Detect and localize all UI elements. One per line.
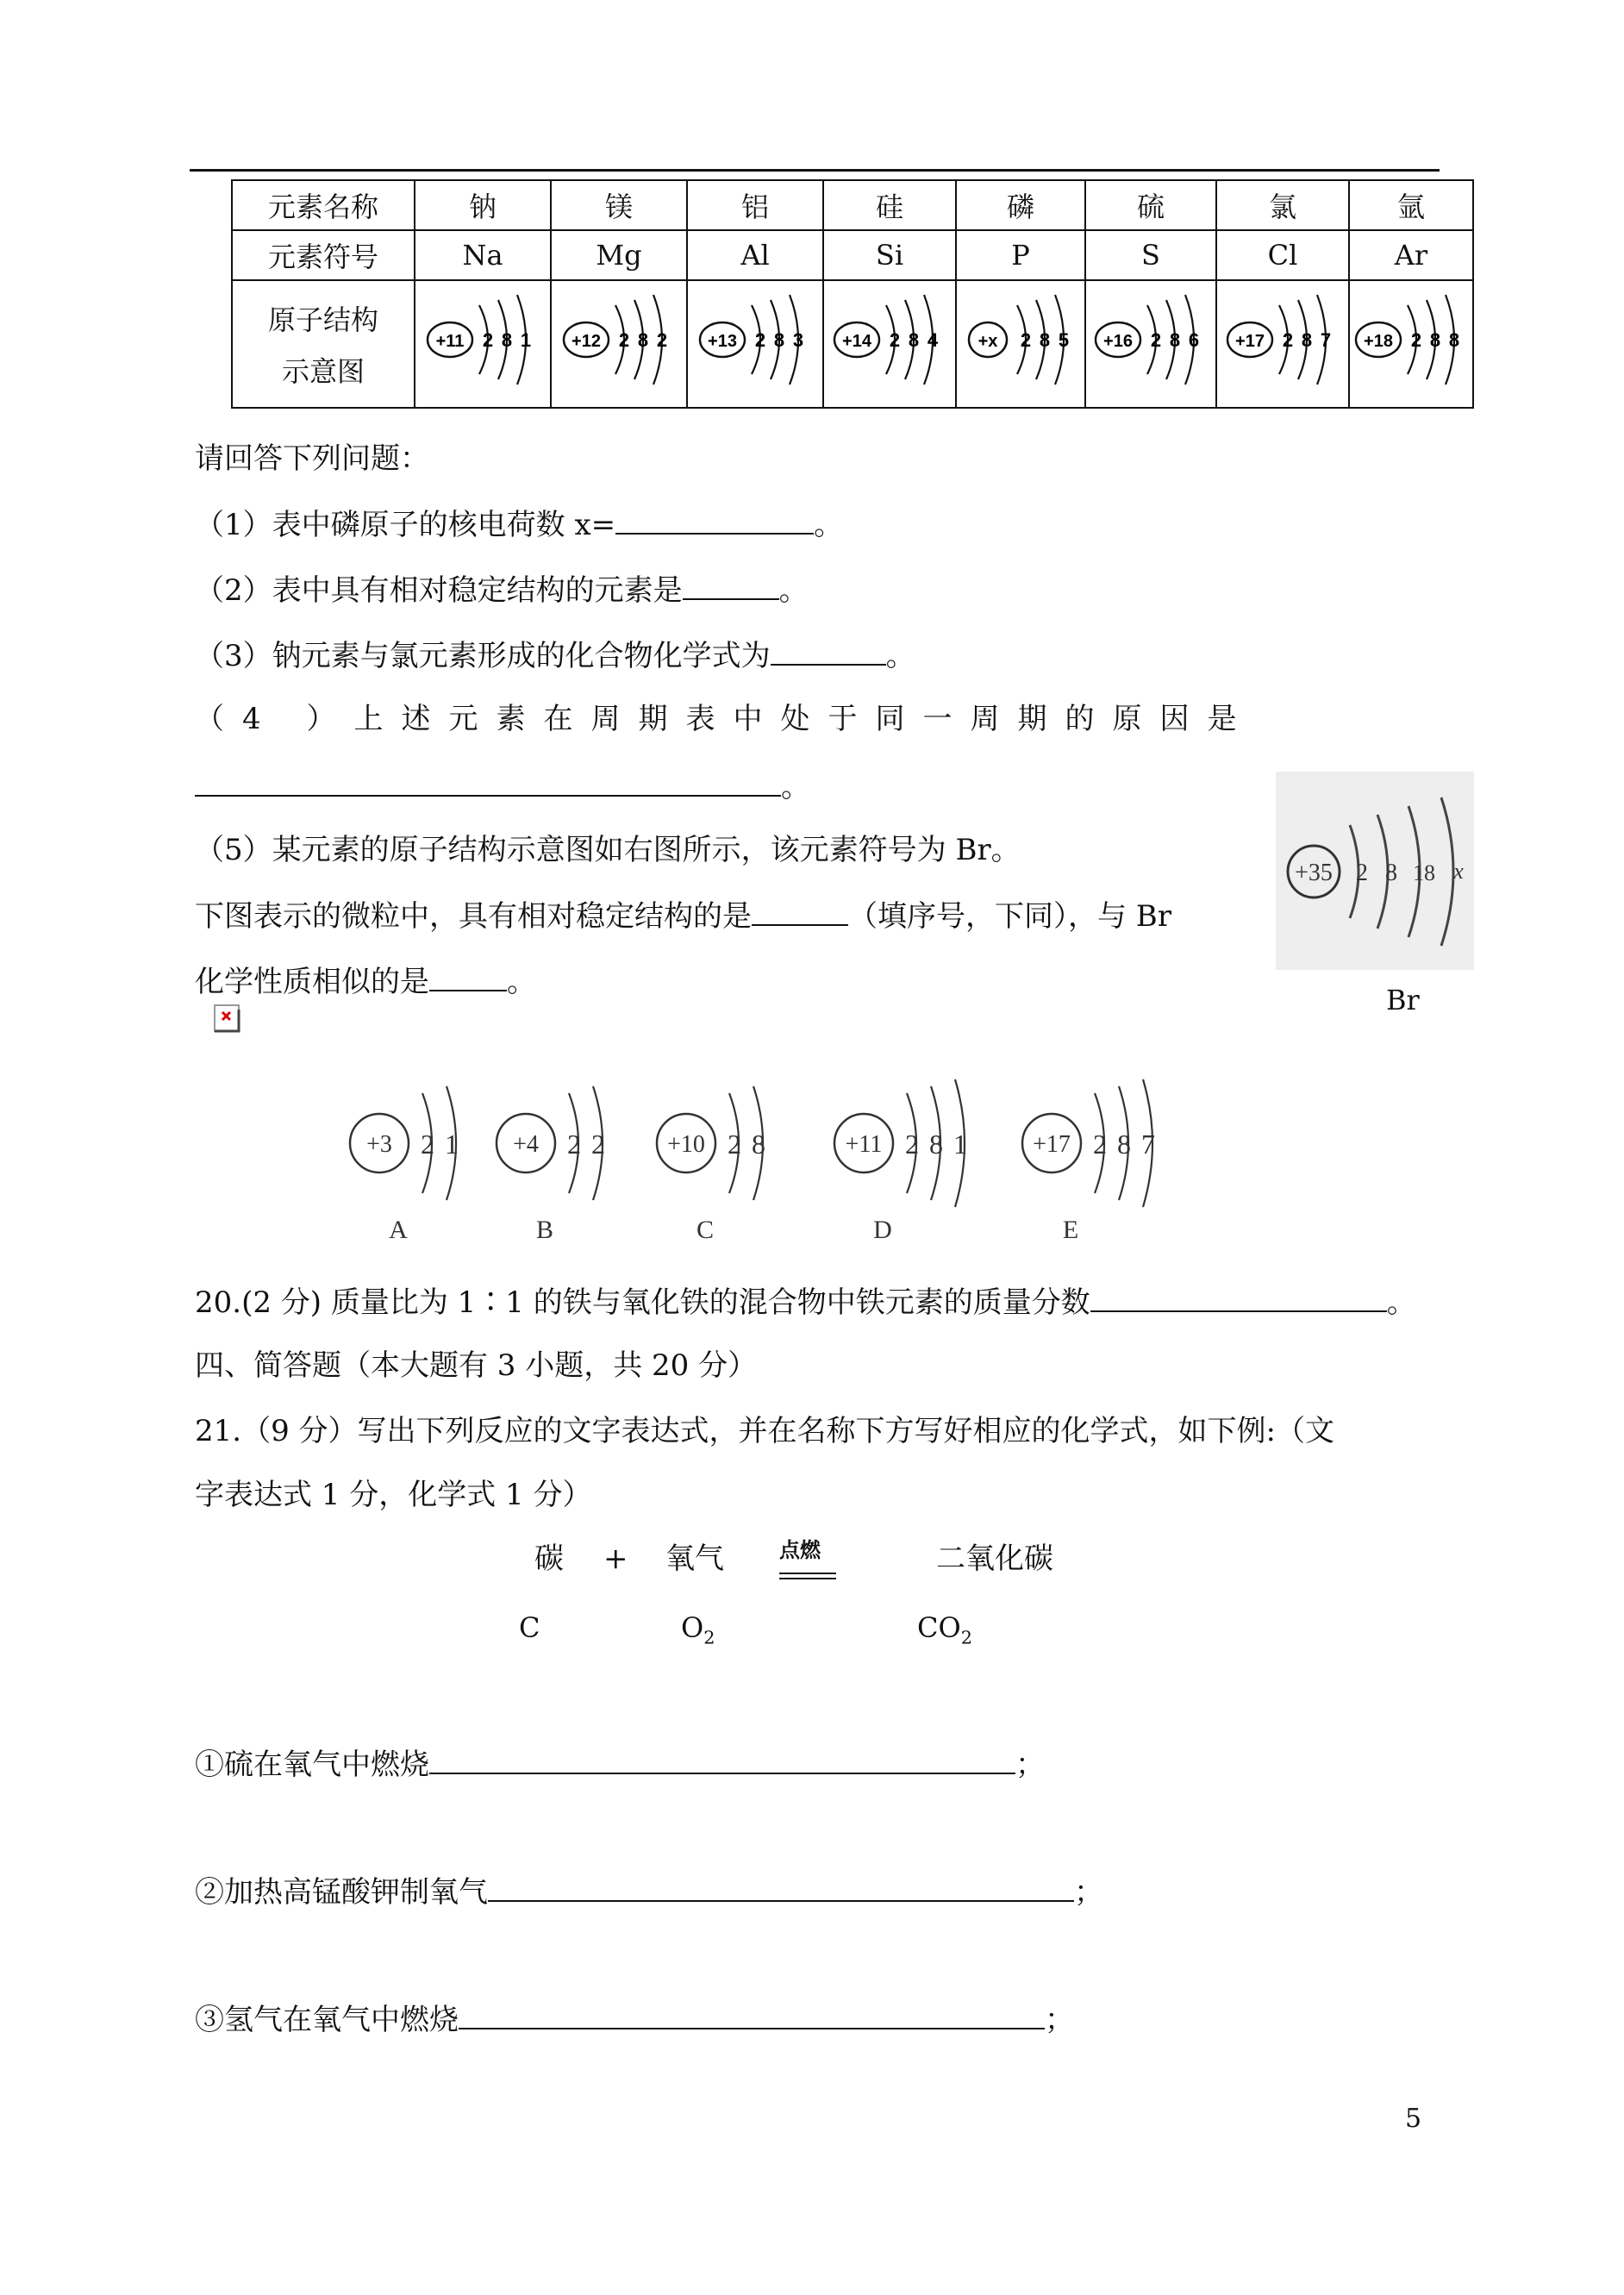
shell-count: 2 — [1282, 329, 1294, 351]
element-table — [231, 179, 1474, 409]
item-1-text: ①硫在氧气中燃烧 — [195, 1748, 429, 1782]
particle-shell-count: 1 — [445, 1129, 459, 1160]
question-5b-text: 下图表示的微粒中，具有相对稳定结构的是 — [195, 899, 752, 934]
answer-blank-21-2[interactable] — [488, 1873, 1074, 1902]
section-4-title: 四、简答题（本大题有 3 小题，共 20 分） — [195, 1348, 758, 1383]
particle-label: C — [696, 1216, 715, 1244]
particle-shell-count: 8 — [752, 1129, 765, 1160]
symbol-cell: Cl — [1216, 230, 1349, 280]
symbol-cell: Mg — [551, 230, 687, 280]
question-4: （4 ）上述元素在周期表中处于同一周期的原因是 — [195, 702, 1255, 736]
shell-count: 8 — [908, 329, 920, 351]
atom-svg — [1090, 285, 1211, 397]
question-2-text: （2）表中具有相对稳定结构的元素是 — [195, 573, 683, 608]
atom-diagram — [687, 280, 823, 408]
shell-count: 8 — [1039, 329, 1051, 351]
shell-count: 3 — [792, 329, 804, 351]
nucleus-charge: +12 — [572, 332, 601, 351]
particle-nucleus: +4 — [513, 1131, 539, 1158]
nucleus-charge: +18 — [1364, 332, 1393, 351]
shell-count: 2 — [656, 329, 668, 351]
question-20 — [195, 1283, 1416, 1320]
atom-diagram — [1085, 280, 1216, 408]
particle-c — [657, 1086, 765, 1244]
header-rule — [190, 169, 1440, 172]
particle-nucleus: +17 — [1033, 1131, 1071, 1158]
shell-count: 6 — [1188, 329, 1200, 351]
atom-diagram — [415, 280, 551, 408]
atom-diagram — [956, 280, 1085, 408]
atom-diagram — [1349, 280, 1473, 408]
atom-svg — [422, 285, 543, 397]
question-21-line2: 字表达式 1 分，化学式 1 分） — [195, 1478, 592, 1512]
particle-shell-count: 7 — [1141, 1129, 1155, 1160]
question-5b-end: （填序号，下同），与 Br — [848, 899, 1172, 934]
nucleus-charge: +14 — [842, 332, 871, 351]
atom-diagram — [1216, 280, 1349, 408]
shell-count: 2 — [889, 329, 901, 351]
formula-c: C — [519, 1611, 540, 1644]
row-header-symbol: 元素符号 — [232, 230, 415, 280]
answer-blank-20[interactable] — [1090, 1283, 1387, 1312]
question-3 — [195, 636, 915, 673]
row-header-name: 元素名称 — [232, 180, 415, 230]
question-5c-text: 化学性质相似的是 — [195, 965, 429, 999]
answer-blank-1[interactable] — [615, 505, 814, 535]
shell-count: 2 — [618, 329, 630, 351]
name-cell: 磷 — [956, 180, 1085, 230]
item-2-end: ； — [1074, 1875, 1103, 1910]
shell-count: 5 — [1058, 329, 1070, 351]
shell-count: 4 — [927, 329, 939, 351]
nucleus-charge: +13 — [708, 332, 737, 351]
answer-blank-21-3[interactable] — [459, 2000, 1045, 2029]
question-5c — [195, 962, 536, 999]
broken-image-icon — [214, 1004, 241, 1034]
nucleus-charge: +17 — [1235, 332, 1265, 351]
question-1 — [195, 505, 843, 542]
question-3-end: 。 — [885, 639, 915, 673]
atom-diagram — [551, 280, 687, 408]
particle-shell-count: 2 — [1093, 1129, 1107, 1160]
shell-count: 2 — [754, 329, 766, 351]
row-header-structure — [232, 280, 415, 408]
item-3-text: ③氢气在氧气中燃烧 — [195, 2003, 459, 2037]
answer-blank-5a[interactable] — [752, 897, 848, 926]
particle-nucleus: +3 — [366, 1131, 392, 1158]
atom-svg — [1222, 285, 1343, 397]
br-shell-3: 18 — [1413, 860, 1435, 885]
question-5b — [195, 897, 1171, 934]
symbol-cell: Ar — [1349, 230, 1473, 280]
particle-b — [497, 1086, 605, 1244]
question-5c-end: 。 — [507, 965, 536, 999]
br-diagram-image — [1276, 772, 1474, 970]
row-header-structure-line1: 原子结构 — [267, 303, 378, 336]
name-cell: 氯 — [1216, 180, 1349, 230]
shell-count: 7 — [1320, 329, 1332, 351]
symbol-cell: S — [1085, 230, 1216, 280]
particle-shell-count: 2 — [728, 1129, 741, 1160]
question-3-text: （3）钠元素与氯元素形成的化合物化学式为 — [195, 639, 771, 673]
question-1-text: （1）表中磷原子的核电荷数 x= — [195, 508, 616, 542]
atom-svg — [695, 285, 815, 397]
question-21-line1: 21.（9 分）写出下列反应的文字表达式，并在名称下方写好相应的化学式，如下例:（文 — [195, 1414, 1334, 1448]
br-label: Br — [1386, 984, 1420, 1016]
shell-count: 8 — [501, 329, 513, 351]
example-carbon: 碳 — [534, 1541, 564, 1576]
shell-count: 2 — [1410, 329, 1422, 351]
particle-shell-count: 2 — [905, 1129, 919, 1160]
br-nucleus: +35 — [1295, 860, 1333, 886]
shell-count: 8 — [773, 329, 785, 351]
name-cell: 铝 — [687, 180, 823, 230]
atom-svg — [960, 285, 1081, 397]
atom-svg — [829, 285, 950, 397]
formula-o2-base: O — [681, 1611, 704, 1644]
particle-label: A — [389, 1216, 408, 1244]
nucleus-charge: +11 — [435, 332, 465, 351]
name-cell: 氩 — [1349, 180, 1473, 230]
atom-diagram — [823, 280, 956, 408]
nucleus-charge: +16 — [1103, 332, 1133, 351]
question-2 — [195, 571, 809, 608]
item-3-end: ； — [1045, 2003, 1074, 2037]
particle-nucleus: +11 — [845, 1131, 883, 1158]
item-1-end: ； — [1015, 1748, 1045, 1782]
particle-d — [834, 1079, 967, 1244]
questions-intro: 请回答下列问题： — [195, 441, 429, 476]
particle-shell-count: 8 — [1117, 1129, 1131, 1160]
particle-label: B — [535, 1216, 554, 1244]
br-shell-2: 8 — [1385, 860, 1397, 886]
example-condition — [779, 1533, 836, 1587]
particle-shell-count: 2 — [567, 1129, 581, 1160]
shell-count: 2 — [1150, 329, 1162, 351]
particle-shell-count: 2 — [591, 1129, 605, 1160]
question-5: （5）某元素的原子结构示意图如右图所示，该元素符号为 Br。 — [195, 833, 1021, 867]
particle-shell-count: 8 — [929, 1129, 943, 1160]
shell-count: 2 — [482, 329, 494, 351]
particle-e — [1022, 1079, 1155, 1244]
question-4-answer — [195, 767, 810, 804]
shell-count: 8 — [1429, 329, 1441, 351]
particle-nucleus: +10 — [667, 1131, 705, 1158]
formula-o2-sub: 2 — [703, 1627, 715, 1648]
symbol-cell: Si — [823, 230, 956, 280]
answer-blank-21-1[interactable] — [429, 1745, 1015, 1774]
formula-co2-sub: 2 — [960, 1627, 972, 1648]
atom-svg — [559, 285, 679, 397]
symbol-cell: Na — [415, 230, 551, 280]
name-cell: 镁 — [551, 180, 687, 230]
item-1 — [195, 1745, 1045, 1782]
example-oxygen: 氧气 — [665, 1541, 724, 1576]
shell-count: 8 — [637, 329, 649, 351]
answer-blank-5b[interactable] — [429, 962, 507, 991]
formula-o2 — [681, 1610, 715, 1654]
symbol-cell: Al — [687, 230, 823, 280]
shell-count: 2 — [1020, 329, 1032, 351]
atom-svg — [1351, 285, 1471, 397]
question-20-end: 。 — [1386, 1285, 1416, 1320]
item-2 — [195, 1873, 1103, 1910]
double-line-arrow — [779, 1573, 836, 1579]
question-2-end: 。 — [778, 573, 809, 608]
shell-count: 8 — [1169, 329, 1181, 351]
question-20-text: 20.(2 分) 质量比为 1∶1 的铁与氧化铁的混合物中铁元素的质量分数 — [195, 1285, 1090, 1320]
question-1-end: 。 — [814, 508, 844, 542]
br-atom-diagram — [1276, 772, 1474, 970]
nucleus-charge: +x — [978, 332, 998, 351]
item-3 — [195, 2000, 1074, 2037]
particle-a — [350, 1086, 459, 1244]
page-number: 5 — [1405, 2104, 1422, 2134]
br-shell-1: 2 — [1356, 860, 1368, 886]
question-4-end: 。 — [781, 770, 810, 804]
answer-blank-2[interactable] — [683, 571, 779, 600]
name-cell: 硅 — [823, 180, 956, 230]
shell-count: 8 — [1448, 329, 1460, 351]
example-condition-label: 点燃 — [779, 1538, 821, 1562]
particle-shell-count: 1 — [953, 1129, 967, 1160]
shell-count: 1 — [520, 329, 532, 351]
particle-shell-count: 2 — [421, 1129, 434, 1160]
br-shell-4: x — [1453, 859, 1464, 884]
shell-count: 8 — [1301, 329, 1313, 351]
item-2-text: ②加热高锰酸钾制氧气 — [195, 1875, 488, 1910]
example-co2: 二氧化碳 — [936, 1541, 1053, 1576]
name-cell: 钠 — [415, 180, 551, 230]
answer-blank-3[interactable] — [771, 636, 886, 666]
formula-co2 — [917, 1610, 972, 1654]
particles-figure — [345, 1066, 1224, 1255]
row-header-structure-line2: 示意图 — [281, 355, 365, 388]
answer-blank-4[interactable] — [195, 767, 781, 797]
particle-label: D — [873, 1216, 892, 1244]
example-plus: + — [603, 1541, 628, 1576]
formula-co2-base: CO — [917, 1611, 961, 1644]
name-cell: 硫 — [1085, 180, 1216, 230]
particle-label: E — [1062, 1216, 1079, 1244]
symbol-cell: P — [956, 230, 1085, 280]
